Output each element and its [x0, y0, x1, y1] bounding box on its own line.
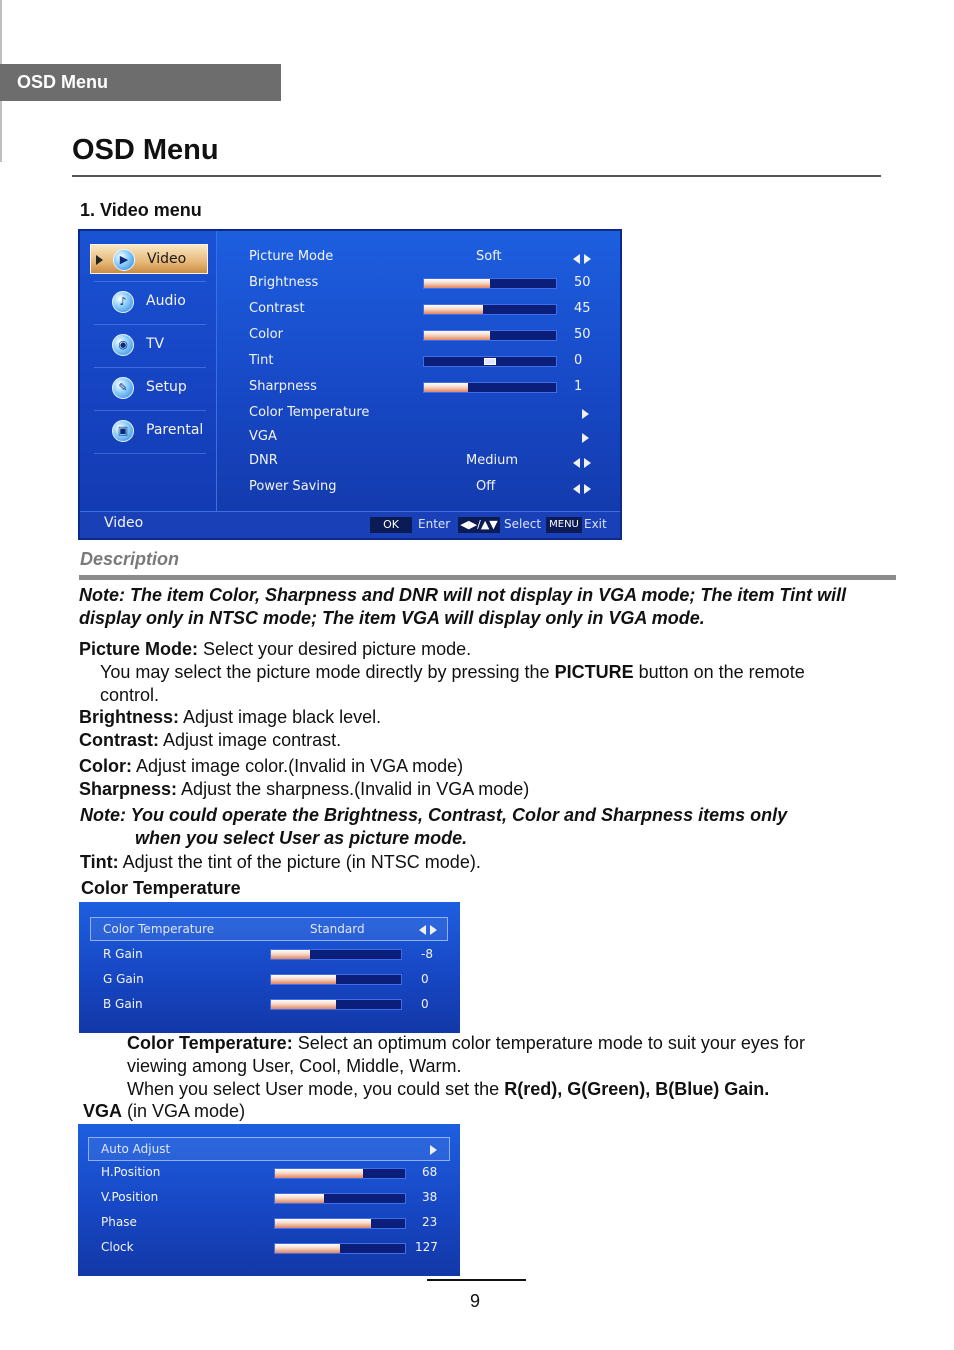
ct-item-label: B Gain: [103, 997, 143, 1011]
ok-action: Enter: [418, 517, 451, 531]
nav-separator: [94, 410, 206, 411]
osd-nav-label: TV: [146, 336, 165, 352]
picture-mode-extra: You may select the picture mode directly by pressing the PICTURE button on the remote: [100, 662, 805, 682]
vga-mode-note: Note: The item Color, Sharpness and DNR will not display in VGA mode; The item Tint will display only in NTSC mode; The item VGA will display only in VGA mode.: [79, 585, 847, 628]
selected-arrow-icon: [96, 255, 103, 265]
slider-fill: [275, 1219, 371, 1228]
footer-rule: [427, 1279, 526, 1281]
audio-icon: ♪: [112, 291, 134, 313]
picture-mode-desc: Picture Mode: Select your desired picture mode.: [79, 639, 472, 659]
osd-item-value: 1: [574, 379, 583, 394]
ct-item-value: 0: [421, 972, 429, 986]
nav-separator: [94, 453, 206, 454]
contrast-desc: Contrast: Adjust image contrast.: [79, 730, 342, 750]
osd-slider: [423, 382, 557, 393]
vga-item-label: Phase: [101, 1215, 137, 1229]
vga-slider: [274, 1193, 406, 1204]
osd-slider: [423, 330, 557, 341]
ct-item-label: G Gain: [103, 972, 144, 986]
nav-action: Select: [504, 517, 542, 531]
left-right-arrows-icon: [419, 925, 437, 935]
vga-item-value: 38: [422, 1190, 438, 1204]
color-temperature-desc-3: When you select User mode, you could set the R(red), G(Green), B(Blue) Gain.: [127, 1079, 770, 1099]
osd-nav-item-setup: [90, 373, 208, 403]
osd-nav-panel: [80, 231, 217, 513]
osd-item-value: Soft: [476, 249, 502, 264]
nav-separator: [94, 367, 206, 368]
vga-header-row: [88, 1137, 450, 1161]
osd-item-label: Tint: [249, 353, 274, 368]
osd-nav-label: Video: [147, 251, 187, 267]
vga-item-value: 68: [422, 1165, 438, 1179]
osd-item-label: Power Saving: [249, 479, 337, 494]
osd-menu-name: Video: [104, 515, 144, 531]
ct-slider: [270, 949, 402, 960]
osd-status-bar: [80, 511, 620, 538]
osd-slider: [423, 278, 557, 289]
sharpness-desc: Sharpness: Adjust the sharpness.(Invalid in VGA mode): [79, 779, 530, 799]
color-temperature-screenshot: [79, 902, 460, 1033]
title-divider: [72, 175, 881, 177]
slider-fill: [424, 331, 490, 340]
nav-separator: [94, 281, 206, 282]
picture-mode-extra-cont: control.: [100, 685, 160, 705]
osd-item-value: 50: [574, 275, 591, 290]
osd-item-label: Picture Mode: [249, 249, 334, 264]
color-temperature-desc: Color Temperature: Select an optimum color temperature mode to suit your eyes for: [127, 1033, 805, 1053]
osd-item-label: Color Temperature: [249, 405, 370, 420]
slider-fill: [271, 975, 336, 984]
vga-slider: [274, 1243, 406, 1254]
slider-fill: [275, 1244, 340, 1253]
vga-header-label: Auto Adjust: [101, 1142, 171, 1156]
osd-item-label: Sharpness: [249, 379, 317, 394]
ok-key: OK: [370, 517, 412, 533]
osd-slider: [423, 356, 557, 367]
slider-fill: [424, 305, 483, 314]
vga-slider: [274, 1168, 406, 1179]
slider-fill: [271, 950, 310, 959]
submenu-arrow-icon: [430, 1145, 437, 1155]
left-right-arrows-icon: [573, 458, 591, 468]
osd-nav-label: Audio: [146, 293, 186, 309]
osd-slider: [423, 304, 557, 315]
page-title: OSD Menu: [72, 134, 219, 166]
vga-menu-screenshot: [78, 1124, 460, 1276]
osd-item-label: VGA: [249, 429, 277, 444]
description-heading: Description: [80, 549, 180, 569]
slider-thumb: [484, 358, 496, 365]
nav-separator: [94, 324, 206, 325]
vga-heading: VGA (in VGA mode): [83, 1101, 246, 1121]
brightness-desc: Brightness: Adjust image black level.: [79, 707, 382, 727]
osd-item-value: 45: [574, 301, 591, 316]
tv-icon: ◉: [112, 334, 134, 356]
section-heading: 1. Video menu: [80, 200, 202, 220]
osd-nav-item-tv: [90, 330, 208, 360]
osd-nav-item-video: [90, 244, 208, 274]
osd-nav-label: Parental: [146, 422, 204, 438]
osd-item-label: Brightness: [249, 275, 319, 290]
submenu-arrow-icon: [582, 433, 589, 443]
osd-item-value: Off: [476, 479, 496, 494]
vga-item-label: Clock: [101, 1240, 134, 1254]
page-number: 9: [470, 1291, 481, 1311]
osd-nav-item-parental: [90, 416, 208, 446]
slider-fill: [275, 1194, 324, 1203]
description-divider: [79, 575, 896, 580]
osd-nav-item-audio: [90, 287, 208, 317]
color-temperature-desc-2: viewing among User, Cool, Middle, Warm.: [127, 1056, 462, 1076]
vga-slider: [274, 1218, 406, 1229]
section-tab: OSD Menu: [0, 64, 281, 101]
osd-item-label: DNR: [249, 453, 278, 468]
color-desc: Color: Adjust image color.(Invalid in VGA mode): [79, 756, 464, 776]
ct-item-label: R Gain: [103, 947, 143, 961]
osd-nav-label: Setup: [146, 379, 187, 395]
color-temperature-heading: Color Temperature: [81, 878, 241, 898]
ct-header-row: [90, 917, 448, 941]
video-menu-screenshot: [78, 229, 622, 540]
ct-header-value: Standard: [310, 922, 365, 936]
left-right-arrows-icon: [573, 484, 591, 494]
osd-item-value: Medium: [466, 453, 518, 468]
vga-item-value: 127: [415, 1240, 438, 1254]
slider-fill: [424, 383, 468, 392]
setup-icon: ✎: [112, 377, 134, 399]
vga-item-label: H.Position: [101, 1165, 161, 1179]
submenu-arrow-icon: [582, 409, 589, 419]
ct-header-label: Color Temperature: [103, 922, 215, 936]
left-right-arrows-icon: [573, 254, 591, 264]
osd-item-value: 0: [574, 353, 583, 368]
menu-action: Exit: [584, 517, 607, 531]
slider-fill: [275, 1169, 363, 1178]
parental-icon: ▣: [112, 420, 134, 442]
video-icon: ▶: [113, 249, 135, 271]
ct-item-value: 0: [421, 997, 429, 1011]
slider-fill: [271, 1000, 336, 1009]
ct-slider: [270, 999, 402, 1010]
slider-fill: [424, 279, 490, 288]
osd-item-label: Contrast: [249, 301, 305, 316]
osd-item-value: 50: [574, 327, 591, 342]
menu-key: MENU: [546, 517, 582, 533]
vga-item-value: 23: [422, 1215, 438, 1229]
arrows-key-icon: ◀▶/▲▼: [458, 517, 500, 533]
vga-item-label: V.Position: [101, 1190, 159, 1204]
ct-item-value: -8: [421, 947, 433, 961]
ct-slider: [270, 974, 402, 985]
user-mode-note: Note: You could operate the Brightness, Contrast, Color and Sharpness items only when you select User as picture mode.: [80, 805, 788, 848]
tint-desc: Tint: Adjust the tint of the picture (in NTSC mode).: [80, 852, 481, 872]
osd-item-label: Color: [249, 327, 283, 342]
